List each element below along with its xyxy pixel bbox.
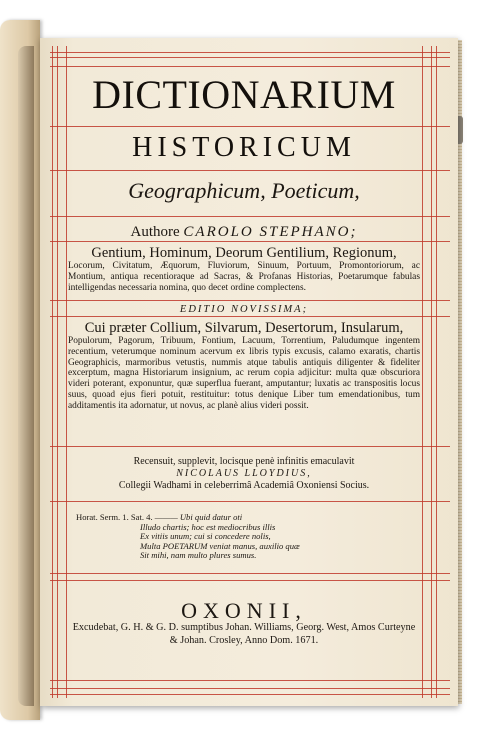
contents-lead: Cui præter Collium, Silvarum, Desertorum, Insularum, xyxy=(84,320,404,336)
border-rule xyxy=(50,680,450,681)
author-prefix: Authore xyxy=(130,224,180,240)
border-rule xyxy=(66,46,67,698)
author-name: CAROLO STEPHANO; xyxy=(183,224,358,240)
epigraph-reference: Horat. Serm. 1. Sat. 4. xyxy=(76,512,153,522)
border-rule xyxy=(422,46,423,698)
epigraph-line: ——— Ubi quid datur oti xyxy=(154,512,243,522)
divider-rule xyxy=(50,170,450,171)
description-lead: Gentium, Hominum, Deorum Gentilium, Regionum, xyxy=(91,245,397,261)
imprint-line: & Johan. Crosley, Anno Dom. 1671. xyxy=(169,634,319,646)
border-rule xyxy=(50,66,450,67)
edition-statement: EDITIO NOVISSIMA; xyxy=(179,304,309,315)
divider-rule xyxy=(50,446,450,447)
title-second: HISTORICUM xyxy=(132,132,356,163)
title-subtitle: Geographicum, Poeticum, xyxy=(128,178,360,203)
contents-block xyxy=(68,320,420,412)
imprint-place: OXONII, xyxy=(181,598,307,623)
epigraph xyxy=(76,513,416,561)
imprint-line: Excudebat, G. H. & G. D. sumptibus Johan. Williams, Georg. West, Amos Curteyne xyxy=(72,622,416,633)
divider-rule xyxy=(50,126,450,127)
border-rule xyxy=(431,46,432,698)
border-rule xyxy=(436,46,437,698)
title-main: DICTIONARIUM xyxy=(92,72,396,117)
editor-block xyxy=(68,456,420,492)
editor-line: Recensuit, supplevit, locisque penè infinitis emaculavit xyxy=(133,456,355,467)
author-line xyxy=(68,224,420,241)
divider-rule xyxy=(50,501,450,502)
editor-affiliation: Collegii Wadhami in celeberrimâ Academiâ Oxoniensi Socius. xyxy=(118,480,370,491)
border-rule xyxy=(50,694,450,695)
border-rule xyxy=(50,57,450,58)
divider-rule xyxy=(50,580,450,581)
epigraph-line: Multa POETARUM veniat manus, auxilio quæ xyxy=(140,540,300,551)
book-spine xyxy=(18,46,34,706)
border-rule xyxy=(50,688,450,689)
border-rule xyxy=(50,52,450,53)
editor-name: NICOLAUS LLOYDIUS, xyxy=(176,468,312,479)
divider-rule xyxy=(50,316,450,317)
divider-rule xyxy=(50,216,450,217)
epigraph-line: Ex vitiis unum; cui si concedere nolis, xyxy=(140,531,271,542)
divider-rule xyxy=(50,573,450,574)
border-rule xyxy=(57,46,58,698)
description-block xyxy=(68,245,420,293)
border-rule xyxy=(52,46,53,698)
divider-rule xyxy=(50,300,450,301)
contents-text: Populorum, Pagorum, Tribuum, Fontium, Lacuum, Torrentium, Paludumque ingentem recentium, veterumque nominum acervum ex libris typis excusis, calamo exaratis, chartis Geographicis, marmoribus vetustis, nummis atque tabulis antiquis diligenter & fideliter excerptum, magna Historiarum insignium, ac rerum copia adjicitur: multa quæ obscuriora videri poterant, exponuntur, quæ superflua fuerant, amputantur; luxatis ac transpositis locus suus, quoad ejus fieri potuit, restituitur: totus denique Liber tum emendationibus, tum additamentis ita adornatur, ut novus, ac planè alius videri possit. xyxy=(68,336,420,411)
divider-rule xyxy=(50,241,450,242)
epigraph-line: Illudo chartis; hoc est mediocribus illis xyxy=(140,521,276,532)
description-text: Locorum, Civitatum, Æquorum, Fluviorum, Sinuum, Portuum, Promontoriorum, ac Montium, antiqua recentioraque ad Sacras, & Profanas Historias, Poetarumque fabulas intelligendas necessaria nomina, quo decet ordine complectens. xyxy=(68,261,420,293)
epigraph-line: Sit mihi, nam multo plures sumus. xyxy=(140,550,257,561)
imprint-block xyxy=(68,622,420,647)
